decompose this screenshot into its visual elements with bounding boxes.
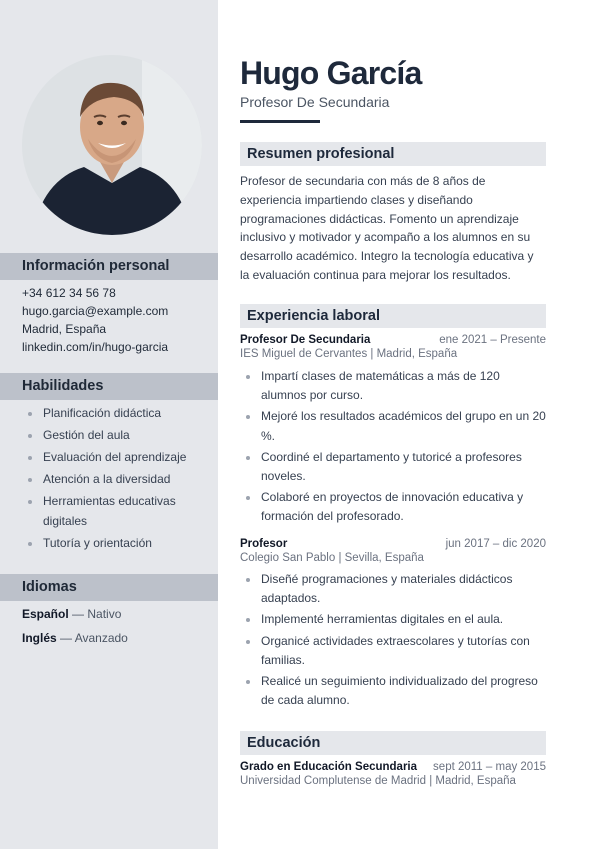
skill-item: Evaluación del aprendizaje [22, 448, 202, 468]
language-level: — Nativo [72, 607, 122, 621]
bullet-item: Colaboré en proyectos de innovación educativa y formación del profesorado. [240, 488, 546, 526]
phone-number: +34 612 34 56 78 [22, 286, 116, 300]
bullet-item: Coordiné el departamento y tutoricé a profesores noveles. [240, 448, 546, 486]
title-underline [240, 120, 320, 123]
language-level: — Avanzado [60, 631, 128, 645]
skill-item: Atención a la diversidad [22, 470, 202, 490]
skills-list [22, 404, 202, 556]
bullet-item: Implementé herramientas digitales en el aula. [240, 610, 546, 629]
bullet-item: Impartí clases de matemáticas a más de 120 alumnos por curso. [240, 367, 546, 405]
language-name: Inglés [22, 631, 57, 645]
job-organization: IES Miguel de Cervantes | Madrid, España [240, 348, 458, 360]
language-name: Español [22, 607, 69, 621]
sidebar [0, 0, 218, 849]
candidate-name: Hugo García [240, 55, 422, 91]
languages-heading: Idiomas [0, 574, 218, 601]
bullet-item: Diseñé programaciones y materiales didácticos adaptados. [240, 570, 546, 608]
email-address: hugo.garcia@example.com [22, 304, 169, 318]
language-item [22, 605, 121, 623]
job-title: Profesor [240, 538, 288, 550]
degree-title: Grado en Educación Secundaria [240, 761, 418, 773]
degree-institution: Universidad Complutense de Madrid | Madrid, España [240, 775, 516, 787]
degree-dates: sept 2011 – may 2015 [433, 761, 546, 773]
skill-item: Herramientas educativas digitales [22, 492, 202, 531]
job-bullets [240, 367, 546, 529]
language-item [22, 629, 128, 647]
job-dates: ene 2021 – Presente [439, 334, 546, 346]
candidate-role: Profesor De Secundaria [240, 94, 390, 110]
job-organization: Colegio San Pablo | Sevilla, España [240, 552, 424, 564]
skill-item: Gestión del aula [22, 426, 202, 446]
education-heading: Educación [240, 731, 546, 755]
skills-heading: Habilidades [0, 373, 218, 400]
job-title: Profesor De Secundaria [240, 334, 371, 346]
location: Madrid, España [22, 322, 107, 336]
job-dates: jun 2017 – dic 2020 [445, 538, 546, 550]
bullet-item: Organicé actividades extraescolares y tutorías con familias. [240, 632, 546, 670]
bullet-item: Realicé un seguimiento individualizado del progreso de cada alumno. [240, 672, 546, 710]
bullet-item: Mejoré los resultados académicos del grupo en un 20 %. [240, 407, 546, 445]
linkedin-url: linkedin.com/in/hugo-garcia [22, 340, 169, 354]
profile-photo [22, 55, 202, 235]
job-bullets [240, 570, 546, 712]
skill-item: Tutoría y orientación [22, 534, 202, 554]
summary-heading: Resumen profesional [240, 142, 546, 166]
personal-info-heading: Información personal [0, 253, 218, 280]
skill-item: Planificación didáctica [22, 404, 202, 424]
experience-heading: Experiencia laboral [240, 304, 546, 328]
summary-text: Profesor de secundaria con más de 8 años de experiencia impartiendo clases y diseñando programaciones didácticas. Fomento un aprendizaje inclusivo y motivador y acompaño a los alumnos en su desarrollo académico. Integro la tecnología educativa y la evaluación continua para mejorar los resultados. [240, 174, 534, 282]
